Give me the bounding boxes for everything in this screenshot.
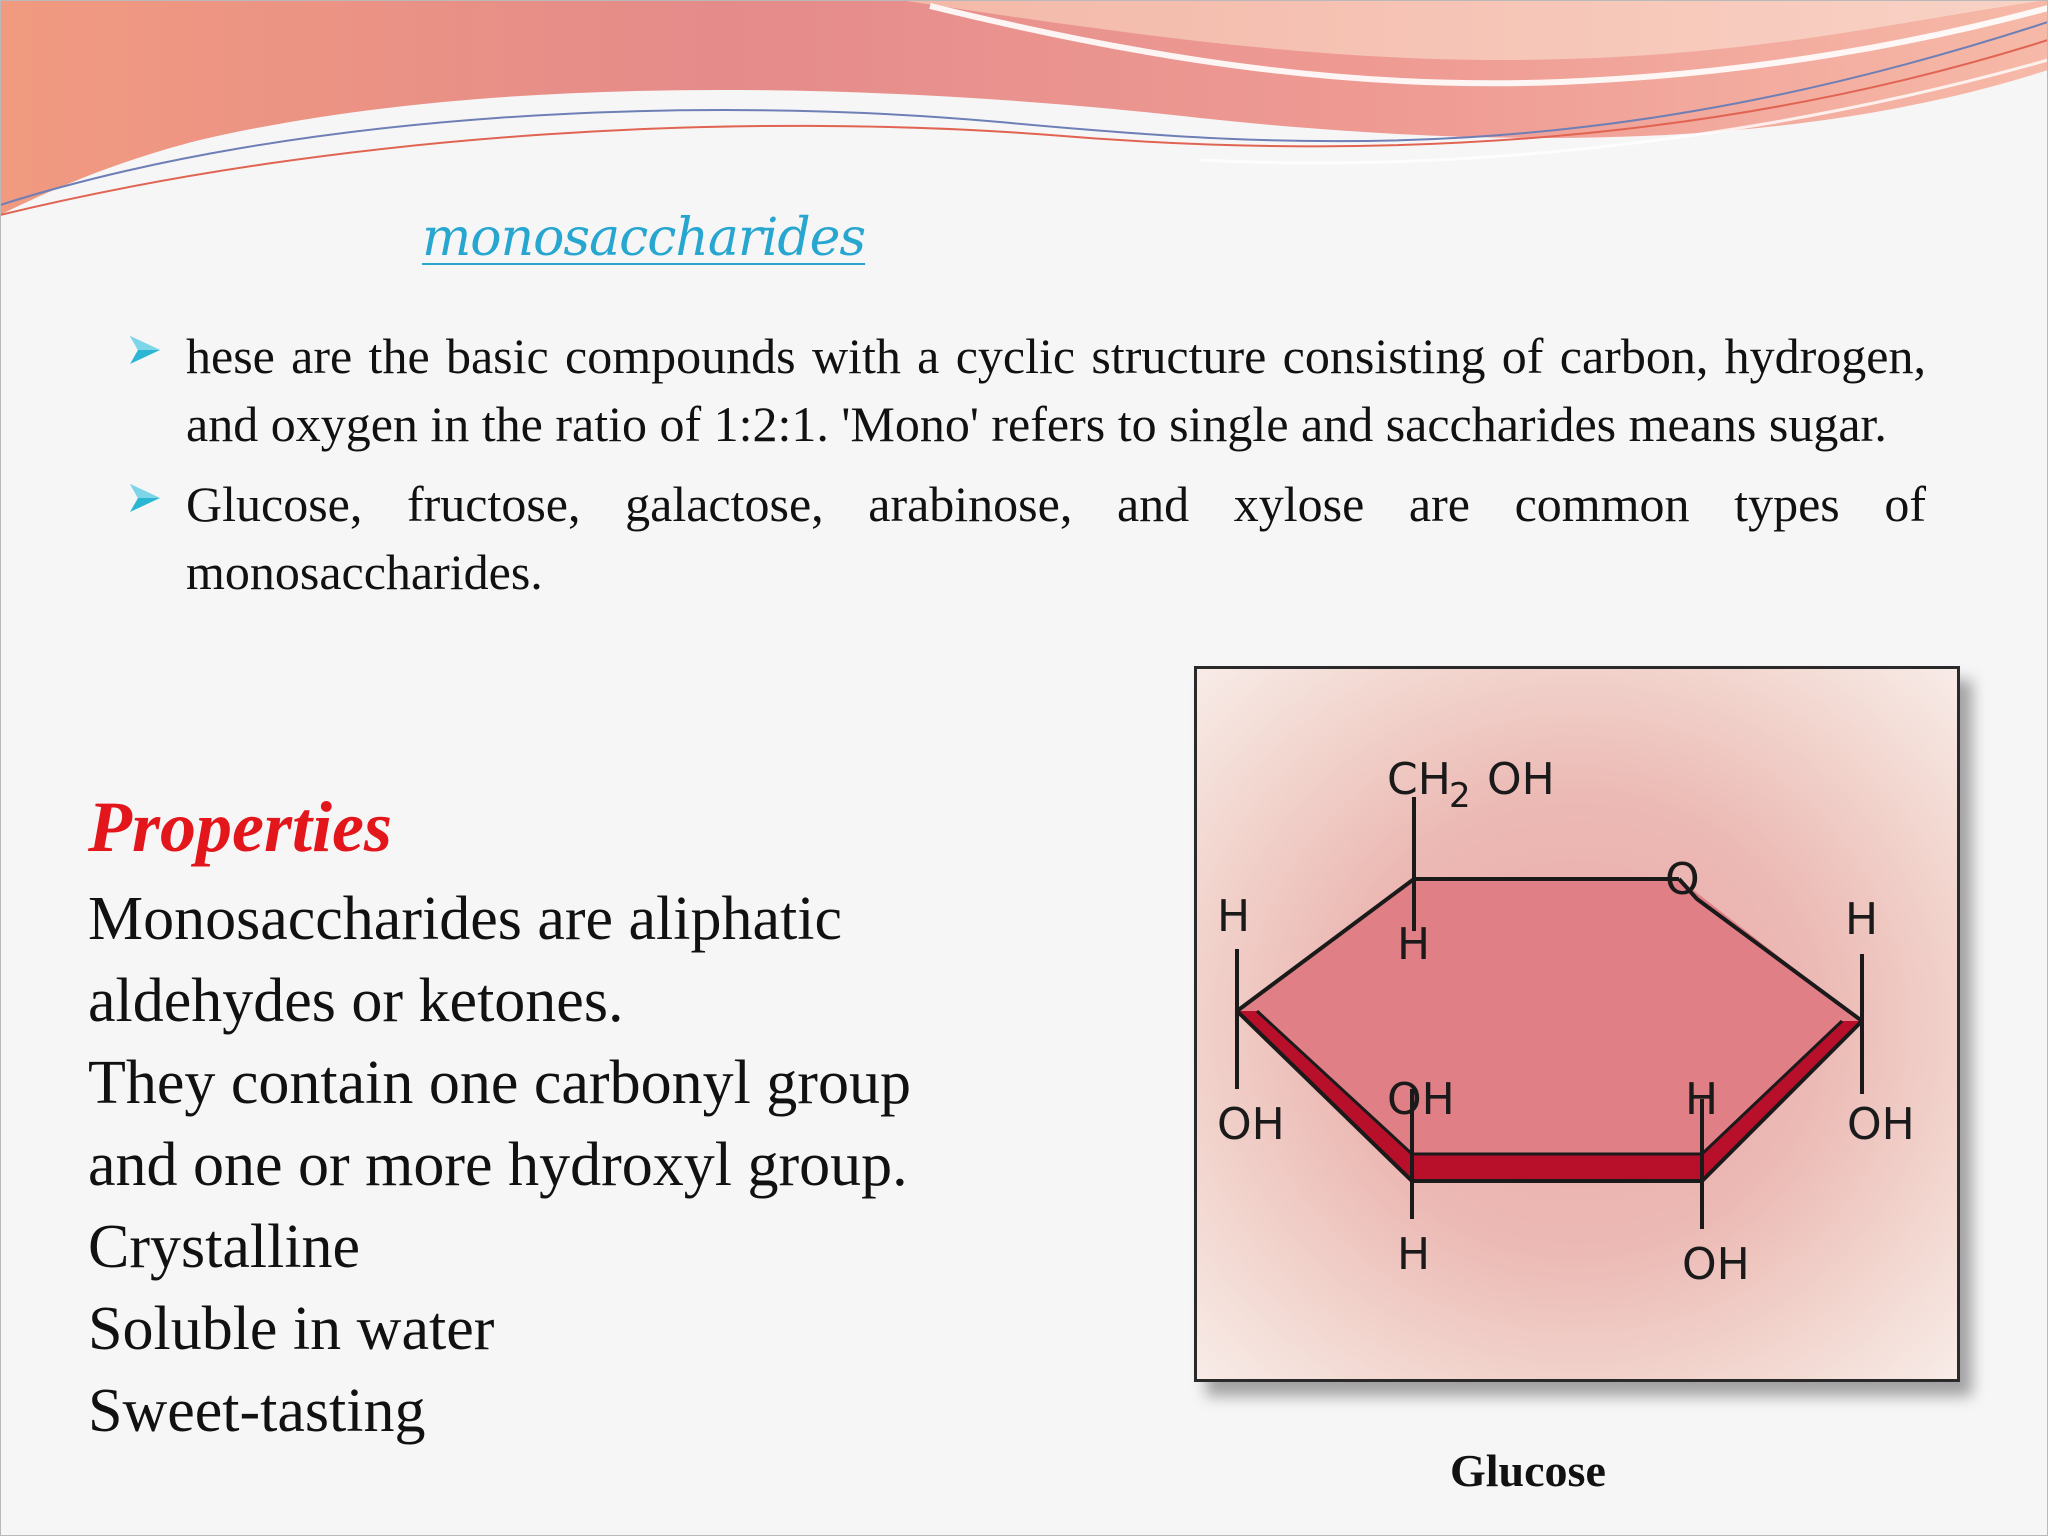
- slide-title: monosaccharides: [422, 208, 866, 268]
- property-line: Crystalline: [88, 1213, 361, 1281]
- property-line: Soluble in water: [88, 1295, 495, 1363]
- properties-list: [88, 878, 911, 1452]
- bullet-item: [126, 470, 1926, 606]
- h-label: H: [1845, 894, 1879, 945]
- header-wave-decoration: [0, 0, 2048, 240]
- ch2oh-oh-label: OH: [1487, 754, 1555, 805]
- property-line: and one or more hydroxyl group.: [88, 1131, 908, 1199]
- property-line: Monosaccharides are aliphatic: [88, 885, 842, 953]
- h-label: H: [1397, 919, 1431, 970]
- property-line: aldehydes or ketones.: [88, 967, 624, 1035]
- oh-label: OH: [1847, 1099, 1915, 1150]
- bullet-list: [126, 322, 1926, 618]
- ch2oh-subscript: 2: [1449, 776, 1471, 816]
- bullet-item: [126, 322, 1926, 458]
- glucose-ring-diagram: [1197, 669, 1957, 1379]
- h-label: H: [1397, 1229, 1431, 1280]
- properties-heading: Properties: [88, 787, 392, 867]
- h-label: H: [1217, 891, 1251, 942]
- h-label: H: [1685, 1074, 1719, 1125]
- property-line: They contain one carbonyl group: [88, 1049, 911, 1117]
- property-line: Sweet-tasting: [88, 1377, 426, 1445]
- arrow-bullet-icon: [126, 478, 166, 518]
- glucose-structure-image: [1194, 666, 1960, 1382]
- ch2oh-label: CH: [1387, 754, 1451, 805]
- oh-label: OH: [1682, 1239, 1750, 1290]
- ring-oxygen-label: O: [1665, 854, 1700, 905]
- figure-caption: Glucose: [1450, 1445, 1606, 1496]
- oh-label: OH: [1387, 1074, 1455, 1125]
- bullet-text: hese are the basic compounds with a cyclic structure consisting of carbon, hydrogen, and oxygen in the ratio of 1:2:1. 'Mono' refers to single and saccharides means sugar.: [186, 328, 1926, 452]
- arrow-bullet-icon: [126, 330, 166, 370]
- bullet-text: Glucose, fructose, galactose, arabinose, and xylose are common types of monosaccharides.: [186, 476, 1926, 600]
- oh-label: OH: [1217, 1099, 1285, 1150]
